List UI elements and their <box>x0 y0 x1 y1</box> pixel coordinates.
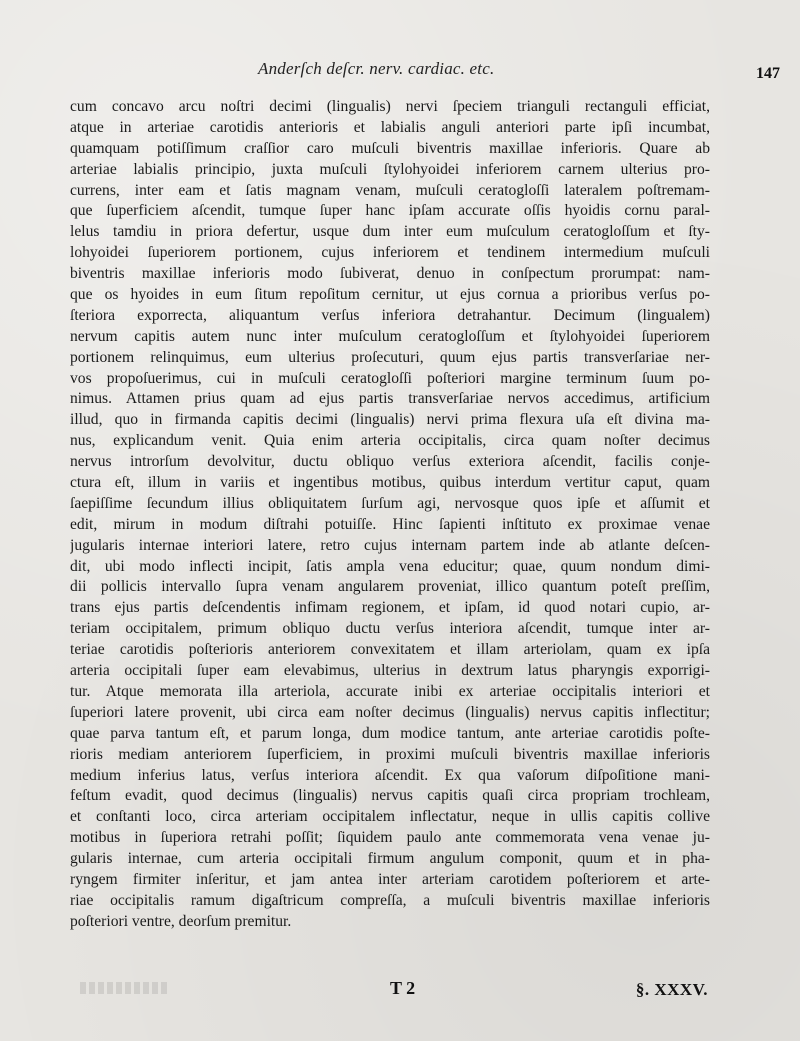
text-line: teriae carotidis poſterioris anteriorem convexitatem et illam arteriolam, quam ex ipſa <box>70 641 710 659</box>
page-number: 147 <box>756 65 780 82</box>
text-line: edit, mirum in modum diſtrahi potuiſſe. Hinc ſapienti inſtituto ex proximae venae <box>70 515 710 533</box>
text-line: lohyoidei ſuperiorem portionem, cujus inferiorem et tendinem intermedium muſculi <box>70 244 710 262</box>
text-line: motibus in ſuperiora retrahi poſſit; ſiquidem paulo ante commemorata vena venae ju- <box>70 829 710 847</box>
text-line: dii pollicis intervallo ſupra venam angularem proveniat, illico quantum poteſt preſſim, <box>70 578 710 596</box>
text-line: teriam occipitalem, primum obliquo ductu verſus interiora aſcendit, tumque inter ar- <box>70 620 710 638</box>
text-line: currens, inter eam et ſatis magnam venam, muſculi ceratogloſſi lateralem poſtremam- <box>70 181 710 199</box>
text-line: jugularis internae interiori latere, retro cujus internam partem inde ab atlante deſcen- <box>70 536 710 554</box>
text-line: ſteriora exporrecta, aliquantum verſus inferiora detrahantur. Decimum (lingualem) <box>70 306 710 324</box>
body-text <box>70 97 710 933</box>
text-line: ryngem firmiter inſeritur, et jam antea inter arteriam carotidem poſteriorem et arte- <box>70 870 710 888</box>
text-line: quamquam potiſſimum craſſior caro muſculi biventris maxillae inferioris. Quare ab <box>70 139 710 157</box>
signature-mark: T 2 <box>390 978 416 998</box>
text-line: dit, ubi modo inflecti incipit, ſatis ampla vena educitur; quae, quum nondum dimi- <box>70 557 710 575</box>
text-line: ſaepiſſime ſecundum illius obliquitatem ſurſum agi, nervosque quos ipſe et aſſumit et <box>70 494 710 512</box>
page-header <box>0 55 800 85</box>
section-heading: §. XXXV. <box>635 980 708 999</box>
text-line: nus, explicandum venit. Quia enim arteria occipitalis, circa quam noſter decimus <box>70 432 710 450</box>
text-line: arteria occipitali ſuper eam elevabimus, ulterius in dextrum latus pharyngis exporrigi- <box>70 662 710 680</box>
text-line: riae occipitalis ramum digaſtricum compreſſa, a muſculi biventris maxillae inferioris <box>70 891 710 909</box>
text-line: quae parva tantum eſt, et parum longa, dum modice tantum, ante arteriae carotidis poſte- <box>70 724 710 742</box>
text-line: biventris maxillae inferioris modo ſubiverat, denuo in conſpectum prorumpat: nam- <box>70 265 710 283</box>
text-line: ctura eſt, illum in variis et ingentibus motibus, quibus interdum vertitur caput, quam <box>70 474 710 492</box>
text-line: et conſtanti loco, circa arteriam occipitalem inflectatur, neque in ullis capitis collive <box>70 808 710 826</box>
text-line: que ſuperficiem aſcendit, tumque ſuper hanc ipſam accurate oſſis hyoidis cornu paral- <box>70 202 710 220</box>
text-line: arteriae labialis principio, juxta muſculi ſtylohyoidei inferiorem carnem ulterius pro- <box>70 160 710 178</box>
text-line: nervum capitis autem nunc inter muſculum ceratogloſſum et ſtylohyoidei ſuperiorem <box>70 327 710 345</box>
text-line: nimus. Attamen prius quam ad ejus partis transverſariae nervos accedimus, artificium <box>70 390 710 408</box>
text-line: lelus tamdiu in priora defertur, usque dum inter eum muſculum ceratogloſſum et ſty- <box>70 223 710 241</box>
text-line: nervus introrſum devolvitur, ductu obliquo verſus exteriora aſcendit, facilis conje- <box>70 453 710 471</box>
text-line: vos propoſuerimus, cui in muſculi ceratogloſſi poſteriori margine terminum ſuum po- <box>70 369 710 387</box>
text-line: portionem relinquimus, eum ulterius proſecuturi, quum ejus partis transverſariae ner- <box>70 348 710 366</box>
page-footer <box>0 978 800 1008</box>
text-line: atque in arteriae carotidis anterioris et labialis anguli anteriori parte ipſi incumbat, <box>70 118 710 136</box>
text-line: medium inferius latus, verſus interiora aſcendit. Ex qua vaſorum diſpoſitione mani- <box>70 766 710 784</box>
text-line: que os hyoides in eum ſitum repoſitum cernitur, ut ejus cornua a prioribus verſus po- <box>70 286 710 304</box>
text-line: trans ejus partis deſcendentis infimam regionem, et ipſam, id quod notari cupio, ar- <box>70 599 710 617</box>
text-line: tur. Atque memorata illa arteriola, accurate inibi ex arteriae occipitalis interiori et <box>70 682 710 700</box>
text-line: ſuperiori latere provenit, ubi circa eam noſter decimus (lingualis) nervus capitis inflectitur; <box>70 703 710 721</box>
text-line: illud, quo in firmanda capitis decimi (lingualis) nervi prima flexura uſa eſt divina ma- <box>70 411 710 429</box>
text-line: rioris mediam anteriorem ſuperficiem, in proximi muſculi biventris maxillae inferioris <box>70 745 710 763</box>
text-line: poſteriori ventre, deorſum premitur. <box>70 912 292 930</box>
text-line: feſtum evadit, quod decimus (lingualis) nervus capitis quaſi circa propriam trochleam, <box>70 787 710 805</box>
running-head: Anderſch deſcr. nerv. cardiac. etc. <box>258 59 495 78</box>
text-line: cum concavo arcu noſtri decimi (lingualis) nervi ſpeciem trianguli rectanguli efficiat, <box>70 98 710 115</box>
text-line: gularis internae, cum arteria occipitali firmum angulum componit, quum et in pha- <box>70 850 710 868</box>
